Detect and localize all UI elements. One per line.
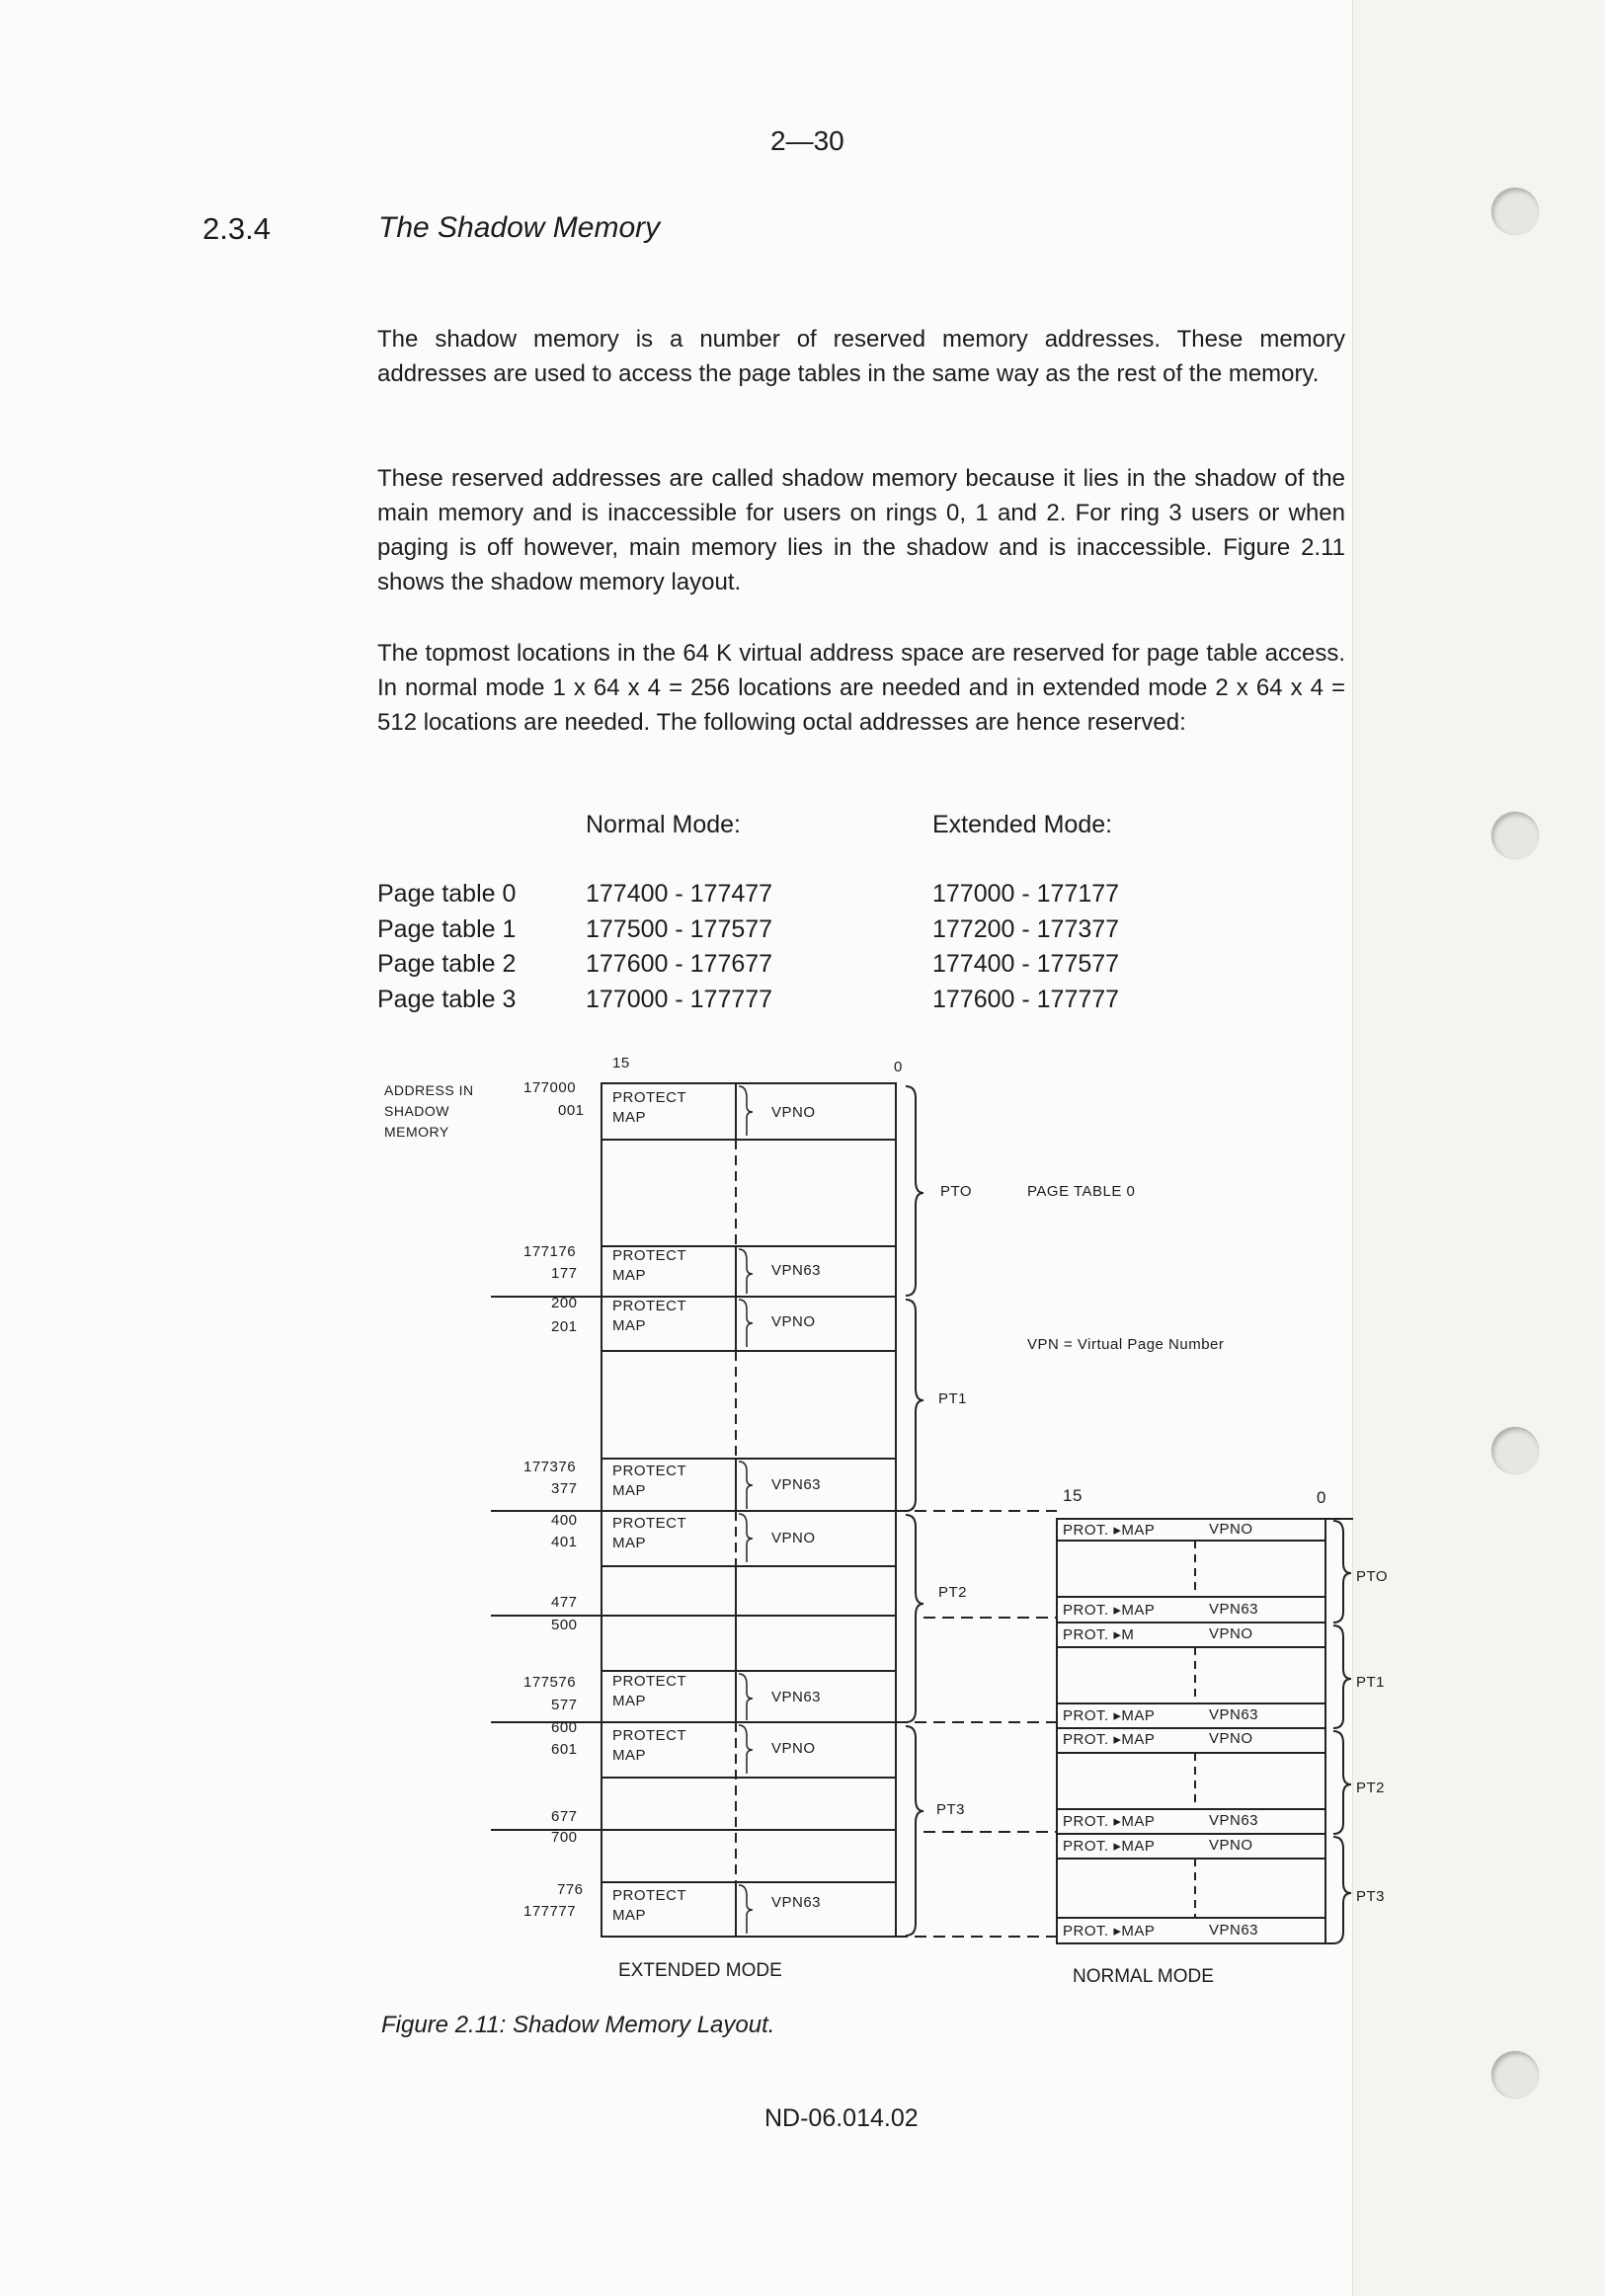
paragraph: These reserved addresses are called shadow memory because it lies in the shadow of the main memory and is inaccessible for users on rings 0, 1 and 2. For ring 3 users or when paging is off however, main memory lies in the shadow and is inaccessible. Figure 2.11 shows the shadow memory layout. [377,465,1345,595]
normal-prot-cell: PROT. ▸MAP [1063,1838,1156,1855]
vpn-cell: VPN63 [771,1476,822,1493]
address-label: 177 [551,1265,578,1282]
vpn-cell: VPN63 [771,1894,822,1911]
bit-0-label: 0 [894,1059,903,1075]
vpn-cell: VPNO [771,1104,816,1121]
address-label: 177176 [523,1243,577,1260]
bit-15-label: 15 [612,1055,630,1071]
address-label: 776 [557,1881,584,1898]
vpn-cell: VPN63 [771,1689,822,1705]
normal-range: 177600 - 177677 [586,950,773,978]
normal-vpn-cell: VPN63 [1209,1706,1259,1723]
normal-vpn-cell: VPNO [1209,1730,1253,1747]
protect-map-cell: PROTECT MAP [612,1515,687,1551]
page-table-note: PAGE TABLE 0 [1027,1183,1136,1200]
address-label: 700 [551,1829,578,1846]
address-label: 200 [551,1295,578,1311]
normal-mode-header: Normal Mode: [586,811,741,838]
protect-map-cell: PROTECT MAP [612,1463,687,1499]
address-label: 177000 [523,1079,577,1096]
pt1-label: PT1 [938,1390,968,1407]
normal-vpn-cell: VPNO [1209,1521,1253,1538]
pt0-label: PTO [940,1183,973,1200]
paragraph: The shadow memory is a number of reserved memory addresses. These memory addresses are used to access the page tables in the same way as the rest of the memory. [377,326,1345,387]
protect-map-cell: PROTECT MAP [612,1673,687,1709]
address-label: 177376 [523,1459,577,1475]
row-label: Page table 1 [377,914,517,943]
figure-caption: Figure 2.11: Shadow Memory Layout. [381,2012,775,2038]
normal-prot-cell: PROT. ▸MAP [1063,1813,1156,1830]
protect-map-cell: PROTECT MAP [612,1298,687,1334]
address-label: 677 [551,1808,578,1825]
normal-vpn-cell: VPNO [1209,1625,1253,1642]
normal-pt0-label: PTO [1356,1568,1389,1585]
section-number: 2.3.4 [202,211,271,246]
document-number: ND-06.014.02 [764,2104,919,2132]
address-label: 400 [551,1512,578,1529]
vpn-cell: VPNO [771,1740,816,1757]
normal-range: 177000 - 177777 [586,985,773,1013]
normal-prot-cell: PROT. ▸MAP [1063,1923,1156,1940]
normal-prot-cell: PROT. ▸MAP [1063,1602,1156,1619]
row-label: Page table 3 [377,985,517,1013]
address-label: 201 [551,1318,578,1335]
vpn-cell: VPNO [771,1530,816,1546]
normal-range: 177400 - 177477 [586,880,773,908]
extended-mode-header: Extended Mode: [932,811,1113,838]
address-label: 577 [551,1697,578,1713]
address-label: 601 [551,1741,578,1758]
paragraph: The topmost locations in the 64 K virtual address space are reserved for page table access. In normal mode 1 x 64 x 4 = 256 locations are needed and in extended mode 2 x 64 x 4 = 512 locations are needed. The following octal addresses are hence reserved: [377,640,1345,736]
protect-map-cell: PROTECT MAP [612,1089,687,1126]
extended-range: 177000 - 177177 [932,880,1120,908]
row-label: Page table 0 [377,880,517,908]
normal-range: 177500 - 177577 [586,914,773,943]
pt3-label: PT3 [936,1801,966,1818]
vpn-note: VPN = Virtual Page Number [1027,1336,1225,1353]
normal-vpn-cell: VPN63 [1209,1812,1259,1829]
pt2-label: PT2 [938,1584,968,1601]
section-title: The Shadow Memory [378,211,661,244]
normal-pt2-label: PT2 [1356,1780,1386,1796]
address-label: 500 [551,1617,578,1633]
extended-mode-title: EXTENDED MODE [618,1960,782,1981]
extended-range: 177200 - 177377 [932,914,1120,943]
normal-mode-title: NORMAL MODE [1073,1966,1214,1987]
protect-map-cell: PROTECT MAP [612,1727,687,1764]
extended-range: 177400 - 177577 [932,950,1120,978]
vpn-cell: VPN63 [771,1262,822,1279]
normal-prot-cell: PROT. ▸MAP [1063,1731,1156,1748]
address-label: 001 [558,1102,585,1119]
normal-bit-0-label: 0 [1317,1488,1326,1507]
protect-map-cell: PROTECT MAP [612,1247,687,1284]
normal-vpn-cell: VPNO [1209,1837,1253,1854]
address-label: 177576 [523,1674,577,1691]
normal-bit-15-label: 15 [1063,1486,1083,1505]
address-label: 600 [551,1719,578,1736]
page-number: 2—30 [770,125,844,156]
address-label: 377 [551,1480,578,1497]
address-label: 477 [551,1594,578,1611]
address-label: 401 [551,1534,578,1550]
normal-prot-cell: PROT. ▸M [1063,1626,1135,1643]
row-label: Page table 2 [377,950,517,978]
normal-prot-cell: PROT. ▸MAP [1063,1522,1156,1539]
address-heading: ADDRESS IN SHADOW MEMORY [384,1082,474,1140]
address-label: 177777 [523,1903,577,1920]
normal-pt1-label: PT1 [1356,1674,1386,1691]
vpn-cell: VPNO [771,1313,816,1330]
normal-pt3-label: PT3 [1356,1888,1386,1905]
normal-vpn-cell: VPN63 [1209,1601,1259,1618]
normal-prot-cell: PROT. ▸MAP [1063,1707,1156,1724]
normal-vpn-cell: VPN63 [1209,1922,1259,1939]
protect-map-cell: PROTECT MAP [612,1887,687,1924]
extended-range: 177600 - 177777 [932,985,1120,1013]
